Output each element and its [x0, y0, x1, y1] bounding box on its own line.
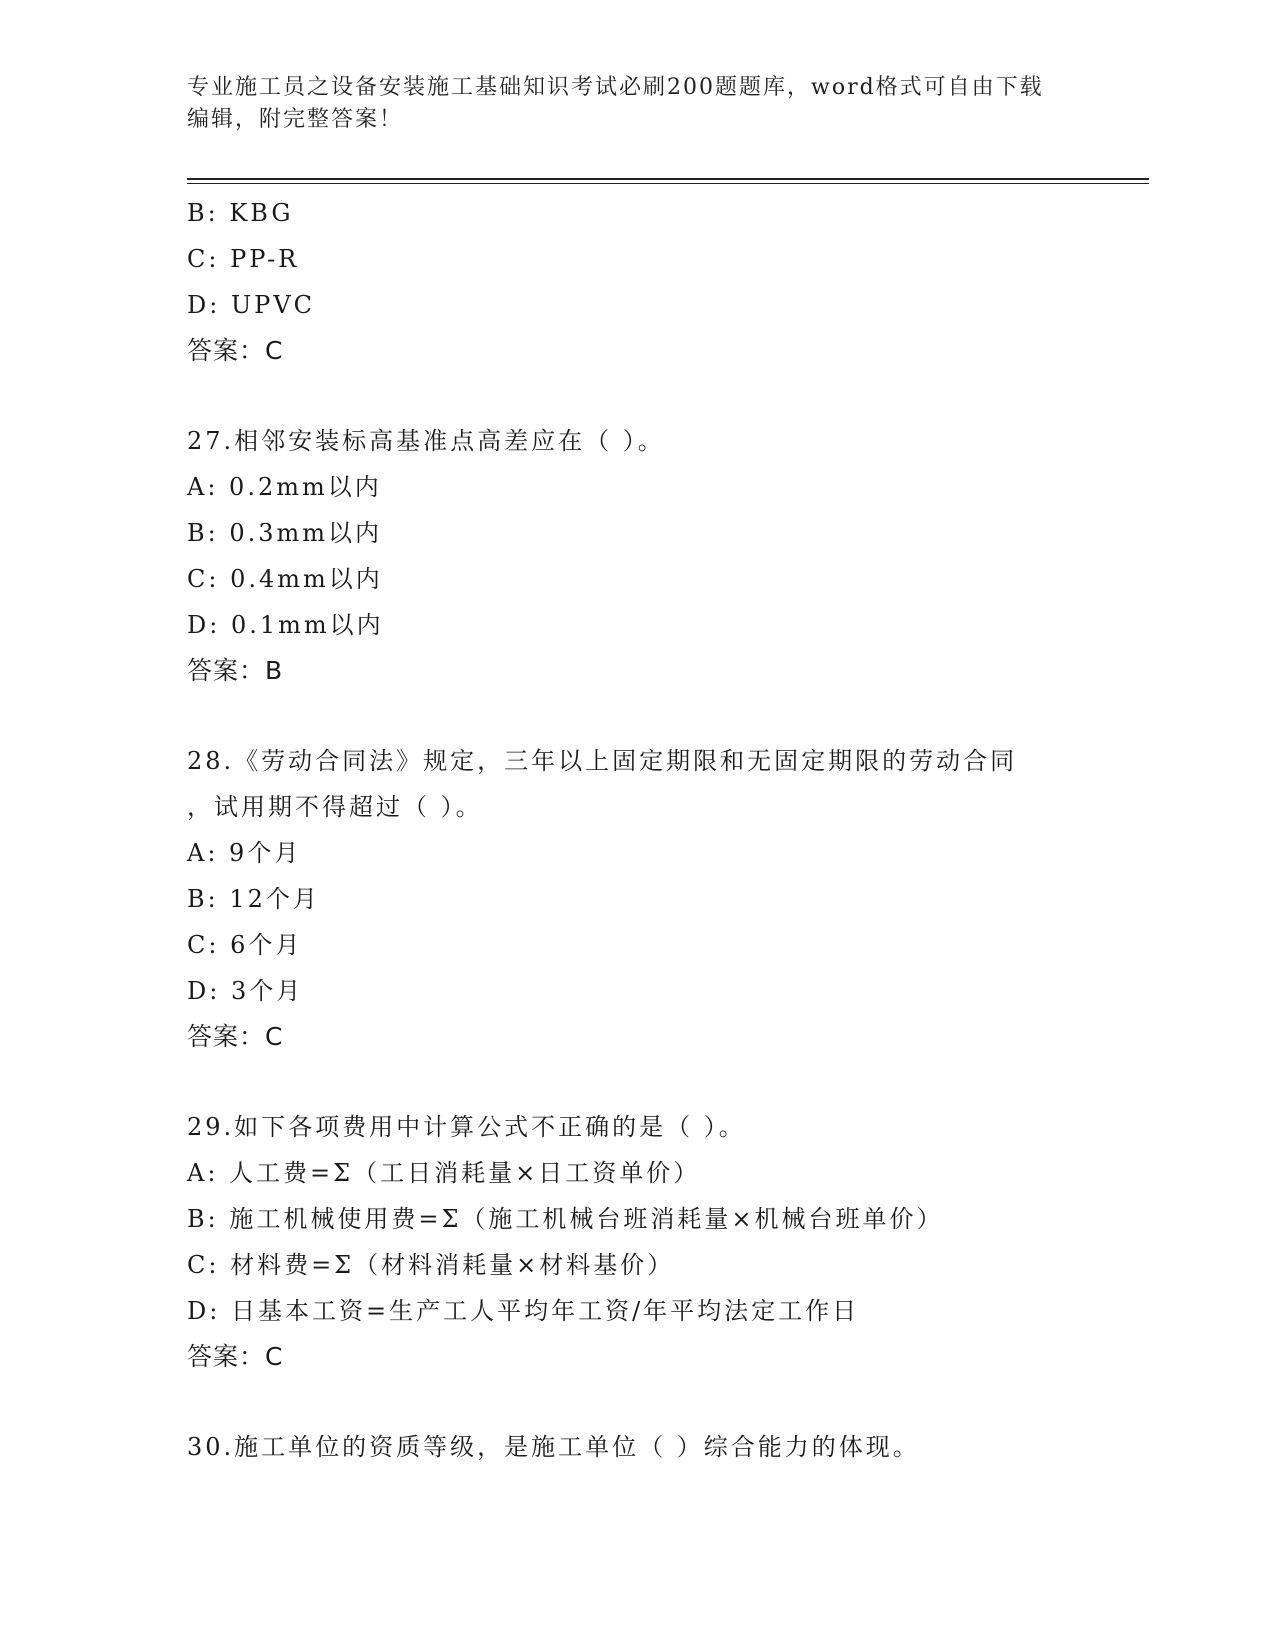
option-d: D: 日基本工资=生产工人平均年工资/年平均法定工作日	[187, 1297, 860, 1325]
option-a: A: 0.2mm以内	[187, 473, 382, 501]
header-line-1: 专业施工员之设备安装施工基础知识考试必刷200题题库，word格式可自由下载	[187, 75, 1044, 100]
question-28	[187, 738, 1147, 1060]
option-c: C: 材料费=Σ（材料消耗量×材料基价）	[187, 1251, 675, 1279]
header-rule-thick	[187, 178, 1149, 180]
option-b: B: 0.3mm以内	[187, 519, 383, 547]
answer-label: 答案：C	[187, 1022, 284, 1051]
answer-label: 答案：C	[187, 1342, 284, 1371]
option-b: B: 施工机械使用费=Σ（施工机械台班消耗量×机械台班单价）	[187, 1205, 944, 1233]
header-rule-thin	[187, 183, 1149, 184]
option-a: A: 9个月	[187, 839, 302, 867]
question-stem-line-2: ，试用期不得超过（ ）。	[187, 793, 483, 821]
question-stem-line-1: 28.《劳动合同法》规定，三年以上固定期限和无固定期限的劳动合同	[187, 747, 1018, 775]
document-header	[187, 72, 1087, 136]
option-d: D: 0.1mm以内	[187, 611, 384, 639]
question-stem: 29.如下各项费用中计算公式不正确的是（ ）。	[187, 1113, 746, 1141]
header-line-2: 编辑，附完整答案！	[187, 107, 404, 132]
option-d: D: 3个月	[187, 977, 304, 1005]
question-30	[187, 1424, 1147, 1470]
question-29	[187, 1104, 1147, 1380]
option-d: D: UPVC	[187, 291, 316, 319]
question-list	[187, 190, 1147, 1470]
option-b: B: 12个月	[187, 885, 320, 913]
option-a: A: 人工费=Σ（工日消耗量×日工资单价）	[187, 1159, 701, 1187]
question-27	[187, 418, 1147, 694]
answer-label: 答案：B	[187, 656, 284, 685]
option-c: C: 6个月	[187, 931, 303, 959]
answer-label: 答案：C	[187, 336, 284, 365]
option-c: C: 0.4mm以内	[187, 565, 383, 593]
option-b: B: KBG	[187, 199, 294, 227]
question-stem: 27.相邻安装标高基准点高差应在（ ）。	[187, 427, 665, 455]
question-stem: 30.施工单位的资质等级，是施工单位（ ）综合能力的体现。	[187, 1433, 920, 1461]
option-c: C: PP-R	[187, 245, 300, 273]
question-26-continued	[187, 190, 1147, 374]
